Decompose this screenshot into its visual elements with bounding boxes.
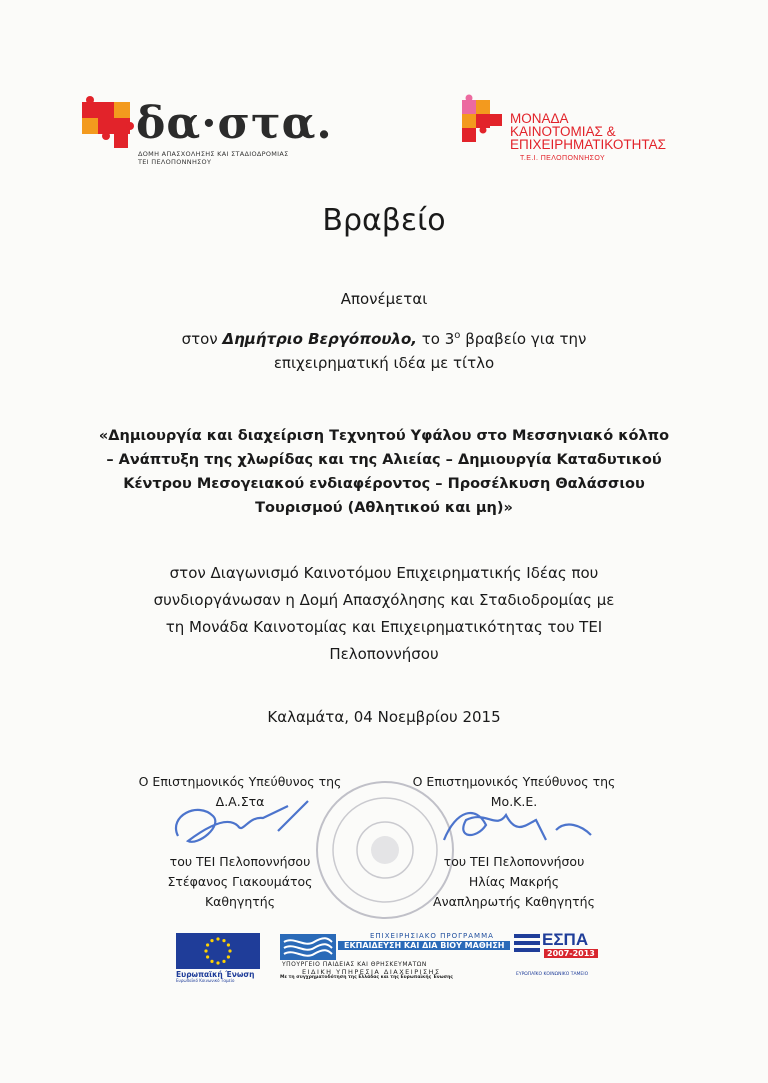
dasta-subtitle-2: ΤΕΙ ΠΕΛΟΠΟΝΝΗΣΟΥ <box>138 158 212 166</box>
signatory-name: Στέφανος Γιακουμάτος <box>167 874 313 889</box>
edu-line-2: ΕΚΠΑΙΔΕΥΣΗ ΚΑΙ ΔΙΑ ΒΙΟΥ ΜΑΘΗΣΗ <box>338 941 510 950</box>
recipient-name: Δημήτριο Βεργόπουλο, <box>222 330 417 348</box>
dasta-wordmark: δα·στα. <box>136 98 333 149</box>
recipient-mid: το 3 <box>417 330 455 348</box>
moke-logo <box>454 94 694 164</box>
competition-line: στον Διαγωνισμό Καινοτόμου Επιχειρηματικής Ιδέας που <box>169 564 599 582</box>
signatory-unit: Μο.Κ.Ε. <box>490 794 538 809</box>
espa-stripes-icon <box>514 932 542 954</box>
signatory-institution: του ΤΕΙ Πελοποννήσου <box>443 854 585 869</box>
puzzle-icon <box>454 94 510 154</box>
eu-stars-icon <box>176 933 260 969</box>
espa-subtitle: ΕΥΡΩΠΑΪΚΟ ΚΟΙΝΩΝΙΚΟ ΤΑΜΕΙΟ <box>516 972 589 977</box>
waves-icon <box>280 934 336 960</box>
signatory-unit: Δ.Α.Στα <box>215 794 265 809</box>
project-line: Τουρισμού (Αθλητικού και μη)» <box>255 500 513 516</box>
certificate-title: Βραβείο <box>322 203 446 238</box>
signatory-right-bottom <box>384 852 644 912</box>
eu-caption-2: Ευρωπαϊκό Κοινωνικό Ταμείο <box>176 978 235 983</box>
recipient-suffix: βραβείο για την <box>460 330 587 348</box>
edu-programme-logo <box>278 932 505 982</box>
edu-line-3: ΥΠΟΥΡΓΕΙΟ ΠΑΙΔΕΙΑΣ ΚΑΙ ΘΡΗΣΚΕΥΜΑΤΩΝ <box>282 961 427 968</box>
competition-line: τη Μονάδα Καινοτομίας και Επιχειρηματικότητας του ΤΕΙ <box>165 618 603 636</box>
signatory-name: Ηλίας Μακρής <box>468 874 560 889</box>
idea-line: επιχειρηματική ιδέα με τίτλο <box>273 354 495 372</box>
competition-line: συνδιοργάνωσαν η Δομή Απασχόλησης και Σταδιοδρομίας με <box>153 591 615 609</box>
awarded-text: Απονέμεται <box>340 290 428 308</box>
signatory-left-top <box>110 772 370 812</box>
project-title <box>0 424 768 520</box>
espa-logo <box>512 930 612 980</box>
signatory-right-top <box>384 772 644 812</box>
moke-line-3: ΕΠΙΧΕΙΡΗΜΑΤΙΚΟΤΗΤΑΣ <box>510 137 666 152</box>
edu-line-4: ΕΙΔΙΚΗ ΥΠΗΡΕΣΙΑ ΔΙΑΧΕΙΡΙΣΗΣ <box>302 968 441 976</box>
competition-text <box>0 560 768 668</box>
ordinal-sup: ο <box>454 330 461 341</box>
signatory-left-bottom <box>110 852 370 912</box>
competition-line: Πελοποννήσου <box>329 645 439 663</box>
date-place: Καλαμάτα, 04 Νοεμβρίου 2015 <box>267 708 501 726</box>
edu-line-5: Με τη συγχρηματοδότηση της Ελλάδας και της Ευρωπαϊκής Ένωσης <box>280 975 453 980</box>
puzzle-icon <box>78 92 140 162</box>
project-line: Κέντρου Μεσογειακού ενδιαφέροντος – Προσέλκυση Θαλάσσιου <box>123 476 645 492</box>
edu-line-1: ΕΠΙΧΕΙΡΗΣΙΑΚΟ ΠΡΟΓΡΑΜΜΑ <box>370 932 494 940</box>
eu-caption: Ευρωπαϊκή Ένωση <box>176 970 255 979</box>
signatory-role: Ο Επιστημονικός Υπεύθυνος της <box>138 774 342 789</box>
espa-title: ΕΣΠΑ <box>542 930 589 949</box>
project-line: – Ανάπτυξη της χλωρίδας και της Αλιείας – Δημιουργία Καταδυτικού <box>106 452 662 468</box>
moke-line-4: Τ.Ε.Ι. ΠΕΛΟΠΟΝΝΗΣΟΥ <box>520 155 606 162</box>
dasta-logo <box>78 92 333 172</box>
recipient-line <box>0 330 768 348</box>
project-line: «Δημιουργία και διαχείριση Τεχνητού Υφάλου στο Μεσσηνιακό κόλπο <box>98 428 670 444</box>
signatory-title: Καθηγητής <box>204 894 276 909</box>
eu-flag-icon <box>176 933 260 969</box>
signatory-title: Αναπληρωτής Καθηγητής <box>433 894 595 909</box>
signatory-role: Ο Επιστημονικός Υπεύθυνος της <box>412 774 616 789</box>
moke-line-2: ΚΑΙΝΟΤΟΜΙΑΣ & <box>510 124 616 139</box>
espa-years: 2007-2013 <box>544 949 598 958</box>
dasta-subtitle-1: ΔΟΜΗ ΑΠΑΣΧΟΛΗΣΗΣ ΚΑΙ ΣΤΑΔΙΟΔΡΟΜΙΑΣ <box>138 150 289 158</box>
moke-line-1: ΜΟΝΑΔΑ <box>510 111 569 126</box>
recipient-prefix: στον <box>181 330 223 348</box>
signatory-institution: του ΤΕΙ Πελοποννήσου <box>169 854 311 869</box>
